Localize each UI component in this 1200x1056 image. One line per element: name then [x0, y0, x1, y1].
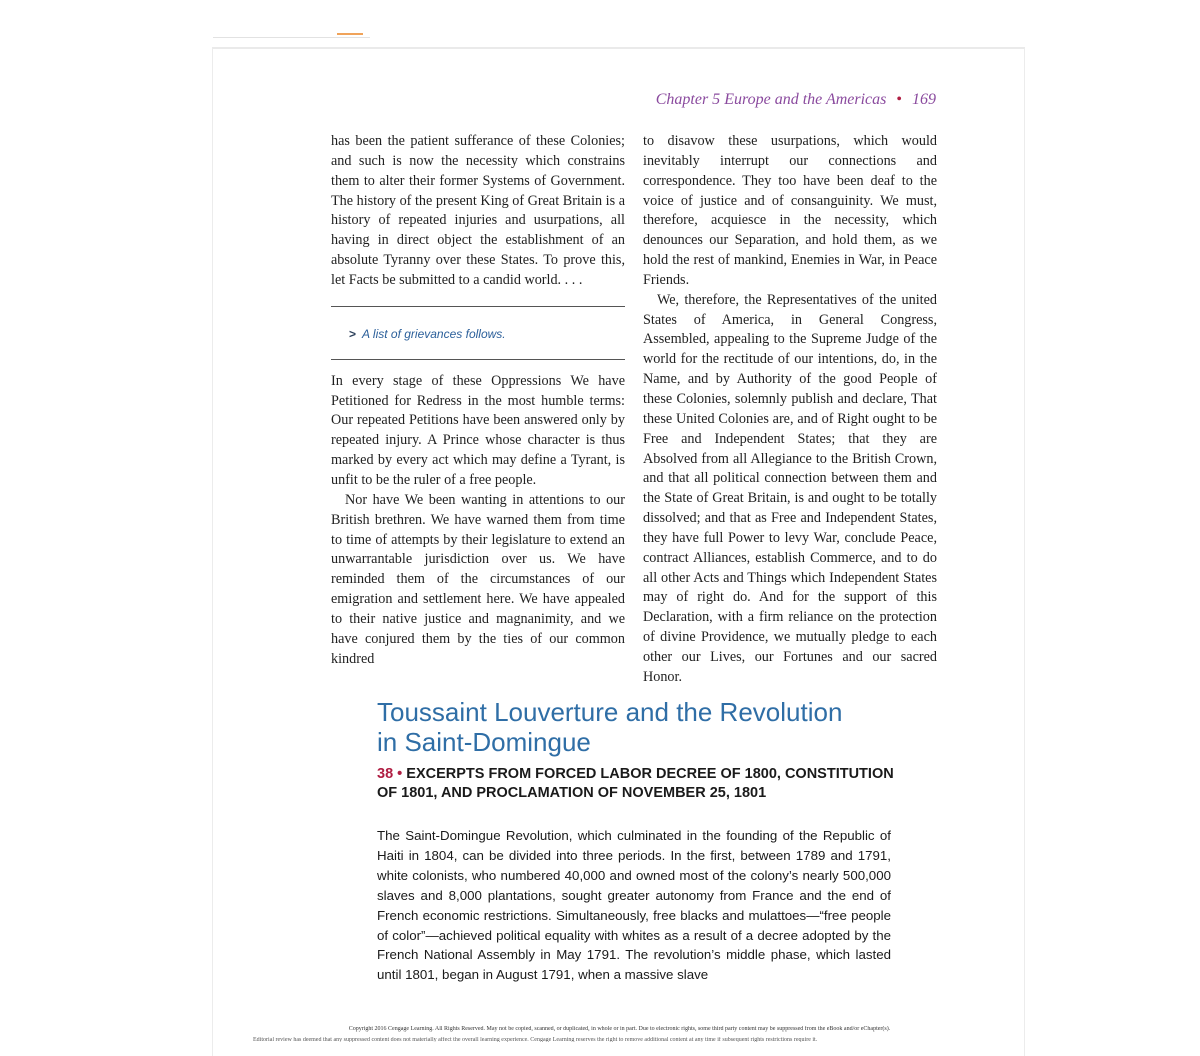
section-heading: [377, 697, 897, 757]
right-paragraph-1: to disavow these usurpations, which would inevitably interrupt our connections and correspondence. They too have been deaf to the voice of justice and of consanguinity. We must, therefore, acquiesce in the necessity, which denounces our Separation, and hold them, as we hold the rest of mankind, Enemies in War, in Peace Friends.: [643, 133, 937, 288]
chapter-title: Europe and the Americas: [724, 91, 887, 108]
grievance-note: [349, 325, 506, 345]
chevron-right-icon: >: [349, 326, 357, 341]
page-number: 169: [912, 91, 936, 108]
book-page[interactable]: [212, 47, 1025, 1056]
section-heading-line-2: in Saint-Domingue: [377, 727, 591, 757]
copyright-footer: Copyright 2016 Cengage Learning. All Rights Reserved. May not be copied, scanned, or duplicated, in whole or in part. Due to electronic rights, some third party content may be suppressed from the eBook and/or eChapter(s).: [348, 1026, 891, 1032]
document-title: EXCERPTS FROM FORCED LABOR DECREE OF 1800, CONSTITUTION OF 1801, AND PROCLAMATION OF NOVEMBER 25, 1801: [377, 766, 894, 801]
document-bullet: •: [397, 766, 403, 782]
toolbar-divider: [213, 37, 370, 38]
grievance-note-text: A list of grievances follows.: [362, 326, 506, 341]
chapter-label: Chapter 5: [655, 91, 721, 108]
left-paragraph-2: In every stage of these Oppressions We have Petitioned for Redress in the most humble terms: Our repeated Petitions have been answered only by repeated injury. A Prince whose character is thus marked by every act which may define a Tyrant, is unfit to be the ruler of a free people.: [331, 372, 625, 488]
document-number: 38: [377, 766, 394, 782]
right-column: [643, 132, 937, 688]
section-heading-line-1: Toussaint Louverture and the Revolution: [377, 697, 843, 727]
document-introduction: The Saint-Domingue Revolution, which culminated in the founding of the Republic of Haiti in 1804, can be divided into three periods. In the first, between 1789 and 1791, white colonists, who numbered 40,000 and owned most of the colony’s nearly 500,000 slaves and 8,000 plantations, sought greater autonomy from France and the end of French economic restrictions. Simultaneously, free blacks and mulattoes—“free people of color”—achieved political equality with whites as a result of a decree adopted by the French National Assembly in May 1791. The revolution’s middle phase, which lasted until 1801, began in August 1791, when a massive slave: [377, 828, 891, 983]
right-paragraph-2: We, therefore, the Representatives of the united States of America, in General Congress, Assembled, appealing to the Supreme Judge of the world for the rectitude of our intentions, do, in the Name, and by Authority of the good People of these Colonies, solemnly publish and declare, That these United Colonies are, and of Right ought to be Free and Independent States; that they are Absolved from all Allegiance to the British Crown, and that all political connection between them and the State of Great Britain, is and ought to be totally dissolved; and that as Free and Independent States, they have full Power to levy War, conclude Peace, contract Alliances, establish Commerce, and to do all other Acts and Things which Independent States may of right do. And for the support of this Declaration, with a firm reliance on the protection of divine Providence, we mutually pledge to each other our Lives, our Fortunes and our sacred Honor.: [643, 291, 937, 685]
left-paragraph-1: has been the patient sufferance of these Colonies; and such is now the necessity which constrains them to alter their former Systems of Government. The history of the present King of Great Britain is a history of repeated injuries and usurpations, all having in direct object the establishment of an absolute Tyranny over these States. To prove this, let Facts be submitted to a candid world. . . .: [331, 133, 625, 288]
left-column: [331, 132, 625, 669]
active-tab-indicator: [337, 33, 363, 35]
grievance-note-box: [331, 306, 625, 360]
running-head: [656, 91, 936, 109]
editorial-footer: Editorial review has deemed that any suppressed content does not materially affect the overall learning experience. Cengage Learning reserves the right to remove additional content at any time if subsequent rights restrictions require it.: [253, 1037, 818, 1042]
left-paragraph-3: Nor have We been wanting in attentions to our British brethren. We have warned them from time to time of attempts by their legislature to extend an unwarrantable jurisdiction over us. We have reminded them of the circumstances of our emigration and settlement here. We have appealed to their native justice and magnanimity, and we have conjured them by the ties of our common kindred: [331, 491, 625, 667]
document-heading: [377, 765, 897, 802]
bullet-separator: •: [896, 91, 902, 108]
